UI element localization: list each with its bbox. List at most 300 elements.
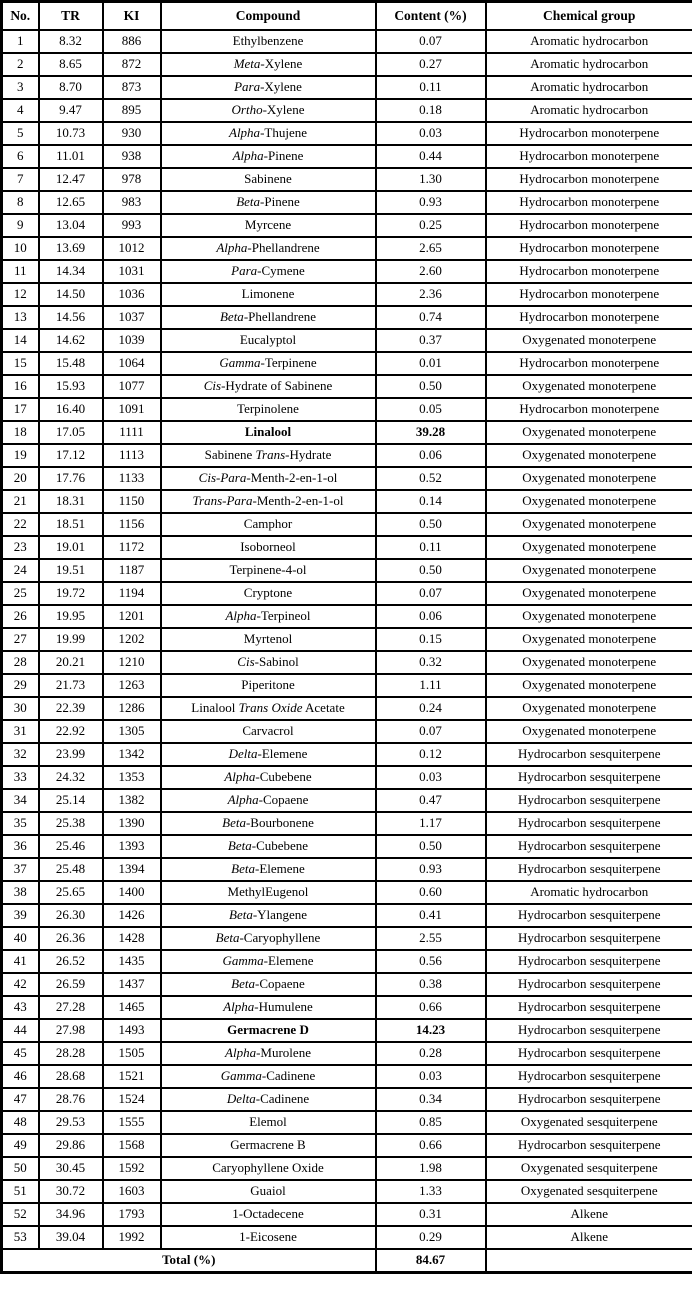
cell-no: 39 [2, 904, 39, 927]
cell-tr: 27.98 [39, 1019, 103, 1042]
cell-no: 19 [2, 444, 39, 467]
cell-tr: 12.47 [39, 168, 103, 191]
cell-group: Hydrocarbon sesquiterpene [486, 789, 692, 812]
cell-content: 1.98 [376, 1157, 486, 1180]
cell-group: Hydrocarbon monoterpene [486, 214, 692, 237]
cell-content: 0.52 [376, 467, 486, 490]
cell-content: 0.32 [376, 651, 486, 674]
cell-compound: Beta-Pinene [161, 191, 376, 214]
cell-ki: 1521 [103, 1065, 161, 1088]
cell-compound: Beta-Cubebene [161, 835, 376, 858]
cell-group: Oxygenated sesquiterpene [486, 1111, 692, 1134]
cell-group: Hydrocarbon monoterpene [486, 122, 692, 145]
table-row [2, 1111, 692, 1134]
cell-no: 42 [2, 973, 39, 996]
cell-no: 5 [2, 122, 39, 145]
cell-content: 2.55 [376, 927, 486, 950]
cell-no: 48 [2, 1111, 39, 1134]
cell-content: 1.11 [376, 674, 486, 697]
cell-ki: 1603 [103, 1180, 161, 1203]
cell-ki: 1210 [103, 651, 161, 674]
table-row [2, 881, 692, 904]
cell-no: 53 [2, 1226, 39, 1249]
cell-ki: 1187 [103, 559, 161, 582]
cell-content: 2.65 [376, 237, 486, 260]
cell-group: Oxygenated monoterpene [486, 720, 692, 743]
cell-content: 0.03 [376, 766, 486, 789]
cell-no: 26 [2, 605, 39, 628]
table-row [2, 283, 692, 306]
cell-no: 37 [2, 858, 39, 881]
cell-content: 2.60 [376, 260, 486, 283]
cell-no: 25 [2, 582, 39, 605]
cell-compound: Alpha-Cubebene [161, 766, 376, 789]
cell-ki: 1039 [103, 329, 161, 352]
cell-tr: 39.04 [39, 1226, 103, 1249]
cell-group: Hydrocarbon monoterpene [486, 283, 692, 306]
header-content: Content (%) [376, 2, 486, 31]
cell-content: 0.15 [376, 628, 486, 651]
cell-group: Alkene [486, 1226, 692, 1249]
cell-no: 43 [2, 996, 39, 1019]
cell-tr: 17.12 [39, 444, 103, 467]
cell-no: 51 [2, 1180, 39, 1203]
cell-group: Oxygenated monoterpene [486, 467, 692, 490]
cell-tr: 16.40 [39, 398, 103, 421]
cell-group: Aromatic hydrocarbon [486, 76, 692, 99]
cell-tr: 18.31 [39, 490, 103, 513]
cell-no: 28 [2, 651, 39, 674]
cell-group: Aromatic hydrocarbon [486, 30, 692, 53]
table-row [2, 168, 692, 191]
cell-no: 40 [2, 927, 39, 950]
cell-tr: 20.21 [39, 651, 103, 674]
cell-ki: 1353 [103, 766, 161, 789]
cell-no: 10 [2, 237, 39, 260]
cell-tr: 12.65 [39, 191, 103, 214]
cell-ki: 1394 [103, 858, 161, 881]
cell-group: Hydrocarbon sesquiterpene [486, 835, 692, 858]
cell-group: Oxygenated monoterpene [486, 674, 692, 697]
cell-group: Hydrocarbon monoterpene [486, 237, 692, 260]
header-tr: TR [39, 2, 103, 31]
table-row [2, 720, 692, 743]
table-row [2, 329, 692, 352]
cell-content: 0.05 [376, 398, 486, 421]
cell-group: Aromatic hydrocarbon [486, 53, 692, 76]
cell-ki: 1568 [103, 1134, 161, 1157]
cell-ki: 1390 [103, 812, 161, 835]
cell-no: 21 [2, 490, 39, 513]
cell-tr: 25.65 [39, 881, 103, 904]
cell-no: 16 [2, 375, 39, 398]
table-row [2, 904, 692, 927]
table-row [2, 1157, 692, 1180]
cell-no: 7 [2, 168, 39, 191]
table-row [2, 582, 692, 605]
table-row [2, 1088, 692, 1111]
cell-content: 0.50 [376, 513, 486, 536]
cell-group: Hydrocarbon sesquiterpene [486, 1065, 692, 1088]
cell-no: 29 [2, 674, 39, 697]
table-row [2, 1019, 692, 1042]
table-row [2, 513, 692, 536]
cell-ki: 993 [103, 214, 161, 237]
cell-no: 41 [2, 950, 39, 973]
cell-content: 0.03 [376, 122, 486, 145]
table-row [2, 973, 692, 996]
cell-compound: Alpha-Murolene [161, 1042, 376, 1065]
cell-no: 46 [2, 1065, 39, 1088]
table-row [2, 536, 692, 559]
cell-ki: 1426 [103, 904, 161, 927]
cell-ki: 1992 [103, 1226, 161, 1249]
table-row [2, 950, 692, 973]
cell-tr: 14.56 [39, 306, 103, 329]
cell-tr: 26.30 [39, 904, 103, 927]
cell-tr: 8.70 [39, 76, 103, 99]
cell-compound: Beta-Bourbonene [161, 812, 376, 835]
total-row [2, 1249, 692, 1273]
cell-ki: 1555 [103, 1111, 161, 1134]
cell-no: 47 [2, 1088, 39, 1111]
cell-tr: 19.51 [39, 559, 103, 582]
cell-ki: 1435 [103, 950, 161, 973]
table-row [2, 76, 692, 99]
cell-group: Oxygenated monoterpene [486, 697, 692, 720]
cell-tr: 30.72 [39, 1180, 103, 1203]
cell-content: 0.85 [376, 1111, 486, 1134]
cell-tr: 18.51 [39, 513, 103, 536]
cell-compound: Alpha-Phellandrene [161, 237, 376, 260]
table-body [2, 30, 692, 1249]
table-row [2, 237, 692, 260]
table-row [2, 444, 692, 467]
cell-compound: Delta-Cadinene [161, 1088, 376, 1111]
cell-content: 0.28 [376, 1042, 486, 1065]
cell-compound: Elemol [161, 1111, 376, 1134]
cell-group: Oxygenated monoterpene [486, 513, 692, 536]
table-row [2, 260, 692, 283]
cell-no: 34 [2, 789, 39, 812]
cell-ki: 1064 [103, 352, 161, 375]
cell-content: 0.27 [376, 53, 486, 76]
cell-group: Alkene [486, 1203, 692, 1226]
cell-group: Oxygenated monoterpene [486, 444, 692, 467]
cell-group: Oxygenated sesquiterpene [486, 1157, 692, 1180]
cell-content: 0.50 [376, 559, 486, 582]
cell-tr: 14.34 [39, 260, 103, 283]
cell-no: 44 [2, 1019, 39, 1042]
cell-content: 0.06 [376, 605, 486, 628]
cell-tr: 26.36 [39, 927, 103, 950]
cell-ki: 1382 [103, 789, 161, 812]
table-row [2, 927, 692, 950]
cell-content: 0.24 [376, 697, 486, 720]
table-row [2, 306, 692, 329]
table-row [2, 53, 692, 76]
cell-tr: 29.86 [39, 1134, 103, 1157]
cell-group: Hydrocarbon sesquiterpene [486, 904, 692, 927]
cell-no: 4 [2, 99, 39, 122]
cell-tr: 11.01 [39, 145, 103, 168]
cell-no: 50 [2, 1157, 39, 1180]
cell-tr: 13.04 [39, 214, 103, 237]
cell-group: Oxygenated monoterpene [486, 490, 692, 513]
cell-group: Hydrocarbon sesquiterpene [486, 812, 692, 835]
table-row [2, 651, 692, 674]
cell-no: 15 [2, 352, 39, 375]
cell-tr: 25.14 [39, 789, 103, 812]
cell-ki: 1194 [103, 582, 161, 605]
cell-content: 0.18 [376, 99, 486, 122]
cell-compound: Linalool Trans Oxide Acetate [161, 697, 376, 720]
total-value: 84.67 [376, 1249, 486, 1273]
cell-compound: Caryophyllene Oxide [161, 1157, 376, 1180]
cell-tr: 19.95 [39, 605, 103, 628]
cell-ki: 983 [103, 191, 161, 214]
cell-ki: 1393 [103, 835, 161, 858]
cell-tr: 23.99 [39, 743, 103, 766]
cell-group: Hydrocarbon sesquiterpene [486, 1088, 692, 1111]
table-row [2, 605, 692, 628]
cell-group: Aromatic hydrocarbon [486, 99, 692, 122]
cell-content: 0.50 [376, 375, 486, 398]
cell-compound: Beta-Ylangene [161, 904, 376, 927]
cell-group: Oxygenated monoterpene [486, 536, 692, 559]
table-row [2, 191, 692, 214]
cell-ki: 1036 [103, 283, 161, 306]
cell-no: 14 [2, 329, 39, 352]
cell-ki: 1031 [103, 260, 161, 283]
cell-compound: Myrcene [161, 214, 376, 237]
cell-compound: Ortho-Xylene [161, 99, 376, 122]
cell-tr: 14.50 [39, 283, 103, 306]
cell-no: 35 [2, 812, 39, 835]
table-row [2, 674, 692, 697]
cell-compound: Terpinolene [161, 398, 376, 421]
cell-content: 0.07 [376, 720, 486, 743]
cell-no: 27 [2, 628, 39, 651]
cell-group: Oxygenated monoterpene [486, 651, 692, 674]
cell-ki: 895 [103, 99, 161, 122]
cell-group: Hydrocarbon sesquiterpene [486, 950, 692, 973]
cell-compound: Guaiol [161, 1180, 376, 1203]
cell-tr: 15.48 [39, 352, 103, 375]
cell-ki: 1400 [103, 881, 161, 904]
cell-compound: Linalool [161, 421, 376, 444]
table-row [2, 628, 692, 651]
cell-ki: 1113 [103, 444, 161, 467]
cell-group: Hydrocarbon sesquiterpene [486, 1042, 692, 1065]
cell-tr: 26.59 [39, 973, 103, 996]
cell-group: Hydrocarbon sesquiterpene [486, 766, 692, 789]
cell-group: Aromatic hydrocarbon [486, 881, 692, 904]
cell-ki: 1286 [103, 697, 161, 720]
table-row [2, 490, 692, 513]
cell-group: Hydrocarbon monoterpene [486, 306, 692, 329]
cell-compound: Beta-Phellandrene [161, 306, 376, 329]
cell-group: Hydrocarbon sesquiterpene [486, 743, 692, 766]
table-row [2, 214, 692, 237]
cell-content: 0.44 [376, 145, 486, 168]
cell-content: 1.33 [376, 1180, 486, 1203]
cell-compound: Terpinene-4-ol [161, 559, 376, 582]
cell-content: 0.06 [376, 444, 486, 467]
table-row [2, 812, 692, 835]
cell-group: Oxygenated monoterpene [486, 582, 692, 605]
cell-compound: Meta-Xylene [161, 53, 376, 76]
cell-group: Hydrocarbon monoterpene [486, 398, 692, 421]
table-row [2, 398, 692, 421]
cell-ki: 1342 [103, 743, 161, 766]
cell-compound: Germacrene D [161, 1019, 376, 1042]
table-row [2, 99, 692, 122]
table-row [2, 766, 692, 789]
cell-compound: Cis-Sabinol [161, 651, 376, 674]
cell-no: 22 [2, 513, 39, 536]
cell-tr: 19.01 [39, 536, 103, 559]
cell-content: 14.23 [376, 1019, 486, 1042]
cell-content: 0.07 [376, 30, 486, 53]
table-row [2, 1042, 692, 1065]
cell-content: 0.11 [376, 536, 486, 559]
cell-compound: Carvacrol [161, 720, 376, 743]
cell-content: 0.01 [376, 352, 486, 375]
cell-group: Hydrocarbon sesquiterpene [486, 858, 692, 881]
cell-compound: Germacrene B [161, 1134, 376, 1157]
cell-compound: Alpha-Thujene [161, 122, 376, 145]
cell-compound: Myrtenol [161, 628, 376, 651]
cell-tr: 28.68 [39, 1065, 103, 1088]
cell-compound: Limonene [161, 283, 376, 306]
cell-compound: Beta-Elemene [161, 858, 376, 881]
cell-ki: 1150 [103, 490, 161, 513]
cell-ki: 1172 [103, 536, 161, 559]
cell-no: 20 [2, 467, 39, 490]
cell-ki: 978 [103, 168, 161, 191]
cell-ki: 1465 [103, 996, 161, 1019]
cell-compound: Beta-Caryophyllene [161, 927, 376, 950]
cell-compound: Delta-Elemene [161, 743, 376, 766]
cell-tr: 22.39 [39, 697, 103, 720]
cell-compound: Alpha-Copaene [161, 789, 376, 812]
cell-tr: 19.72 [39, 582, 103, 605]
cell-compound: Gamma-Cadinene [161, 1065, 376, 1088]
cell-tr: 13.69 [39, 237, 103, 260]
cell-tr: 29.53 [39, 1111, 103, 1134]
cell-ki: 938 [103, 145, 161, 168]
cell-tr: 28.28 [39, 1042, 103, 1065]
cell-ki: 1524 [103, 1088, 161, 1111]
table-row [2, 421, 692, 444]
cell-compound: Beta-Copaene [161, 973, 376, 996]
cell-compound: Isoborneol [161, 536, 376, 559]
cell-compound: Camphor [161, 513, 376, 536]
cell-content: 0.34 [376, 1088, 486, 1111]
cell-ki: 1493 [103, 1019, 161, 1042]
cell-ki: 872 [103, 53, 161, 76]
cell-tr: 24.32 [39, 766, 103, 789]
cell-content: 0.93 [376, 191, 486, 214]
cell-ki: 1037 [103, 306, 161, 329]
cell-content: 0.66 [376, 996, 486, 1019]
cell-group: Oxygenated monoterpene [486, 421, 692, 444]
cell-ki: 1111 [103, 421, 161, 444]
table-row [2, 996, 692, 1019]
cell-content: 2.36 [376, 283, 486, 306]
cell-compound: Ethylbenzene [161, 30, 376, 53]
cell-no: 31 [2, 720, 39, 743]
cell-content: 0.14 [376, 490, 486, 513]
cell-compound: 1-Eicosene [161, 1226, 376, 1249]
cell-compound: Gamma-Elemene [161, 950, 376, 973]
table-row [2, 697, 692, 720]
cell-content: 0.93 [376, 858, 486, 881]
cell-tr: 25.38 [39, 812, 103, 835]
table-row [2, 789, 692, 812]
cell-content: 39.28 [376, 421, 486, 444]
cell-ki: 1793 [103, 1203, 161, 1226]
cell-group: Hydrocarbon sesquiterpene [486, 1134, 692, 1157]
cell-no: 23 [2, 536, 39, 559]
cell-group: Hydrocarbon monoterpene [486, 145, 692, 168]
cell-no: 45 [2, 1042, 39, 1065]
cell-no: 33 [2, 766, 39, 789]
table-row [2, 352, 692, 375]
table-row [2, 145, 692, 168]
cell-no: 32 [2, 743, 39, 766]
cell-compound: Cis-Hydrate of Sabinene [161, 375, 376, 398]
cell-compound: Piperitone [161, 674, 376, 697]
cell-content: 1.17 [376, 812, 486, 835]
cell-tr: 25.46 [39, 835, 103, 858]
cell-compound: Sabinene Trans-Hydrate [161, 444, 376, 467]
cell-group: Oxygenated sesquiterpene [486, 1180, 692, 1203]
cell-content: 0.74 [376, 306, 486, 329]
cell-compound: Alpha-Humulene [161, 996, 376, 1019]
cell-ki: 930 [103, 122, 161, 145]
table-row [2, 1226, 692, 1249]
cell-tr: 17.76 [39, 467, 103, 490]
cell-no: 17 [2, 398, 39, 421]
table-row [2, 1134, 692, 1157]
cell-ki: 1592 [103, 1157, 161, 1180]
cell-group: Hydrocarbon sesquiterpene [486, 996, 692, 1019]
cell-no: 36 [2, 835, 39, 858]
cell-group: Hydrocarbon sesquiterpene [486, 927, 692, 950]
table-row [2, 1065, 692, 1088]
table-row [2, 375, 692, 398]
cell-compound: 1-Octadecene [161, 1203, 376, 1226]
cell-no: 30 [2, 697, 39, 720]
cell-ki: 1437 [103, 973, 161, 996]
cell-no: 18 [2, 421, 39, 444]
cell-tr: 27.28 [39, 996, 103, 1019]
cell-tr: 26.52 [39, 950, 103, 973]
cell-ki: 1505 [103, 1042, 161, 1065]
header-ki: KI [103, 2, 161, 31]
total-group-empty [486, 1249, 692, 1273]
cell-ki: 1263 [103, 674, 161, 697]
cell-tr: 34.96 [39, 1203, 103, 1226]
cell-content: 0.50 [376, 835, 486, 858]
cell-no: 9 [2, 214, 39, 237]
cell-group: Hydrocarbon monoterpene [486, 168, 692, 191]
cell-no: 3 [2, 76, 39, 99]
cell-tr: 15.93 [39, 375, 103, 398]
cell-content: 0.11 [376, 76, 486, 99]
